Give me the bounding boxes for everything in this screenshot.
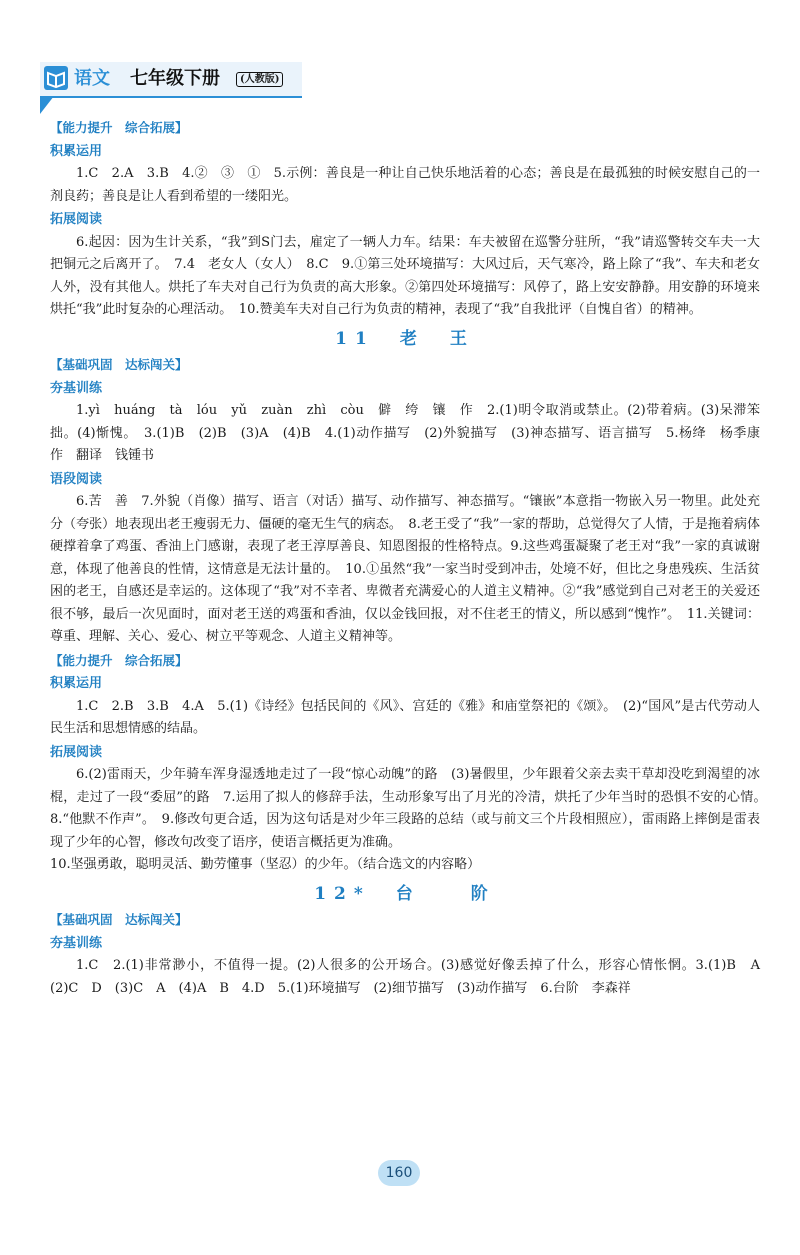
sub-heading: 拓展阅读 — [50, 212, 103, 227]
section-tag: 【能力提升 综合拓展】 — [50, 120, 188, 135]
edition-badge: (人教版) — [236, 72, 283, 87]
page-number: 160 — [378, 1160, 420, 1186]
answer-paragraph: 1.C 2.(1)非常渺小，不值得一提。(2)人很多的公开场合。(3)感觉好像丢掉了什么，形容心情怅惘。3.(1)B A (2)C D (3)C A (4)A B 4.D 5.(1)环境描写 (2)细节描写 (3)动作描写 6.台阶 李森祥 — [50, 958, 774, 996]
lesson-title: 11 老 王 — [335, 328, 475, 349]
answer-paragraph: 10.坚强勇敢，聪明灵活、勤劳懂事（坚忍）的少年。（结合选文的内容略） — [50, 857, 481, 872]
book-icon — [44, 66, 68, 90]
section-tag: 【能力提升 综合拓展】 — [50, 652, 188, 668]
answer-content — [50, 116, 774, 1000]
sub-heading: 语段阅读 — [50, 471, 103, 487]
subject-label: 语文 — [74, 68, 110, 89]
answer-paragraph: 6.(2)雷雨天，少年骑车浑身湿透地走过了一段“惊心动魄”的路 (3)暑假里，少年跟着父亲去卖干草却没吃到渴望的冰棍，走过了一段“委屈”的路 7.运用了拟人的修辞手法，生动形象写出了月光的冷清，烘托了少年当时的恐惧不安的心情。 8.“他默不作声”。 9.修改句更合适，因为这句话是对少年三段路的总结（或与前文三个片段相照应），雷雨路上摔倒是雷表现了少年的心智，修改句改变了语序，使语言概括更为准确。 — [50, 767, 774, 850]
answer-paragraph: 6.起因：因为生计关系，“我”到S门去，雇定了一辆人力车。结果：车夫被留在巡警分驻所，“我”请巡警转交车夫一大把铜元之后离开了。 7.4 老女人（女人） 8.C 9.①第三处环境描写：大风过后，天气寒冷，路上除了“我”、车夫和老女人外，没有其他人。烘托了车夫对自己行为负责的高大形象。②第四处环境描写：风停了，路上安安静静。用安静的环境来烘托“我”此时复杂的心理活动。 10.赞美车夫对自己行为负责的精神，表现了“我”自我批评（自愧自省）的精神。 — [50, 234, 760, 317]
answer-paragraph: 6.苦 善 7.外貌（肖像）描写、语言（对话）描写、动作描写、神态描写。“镶嵌”本意指一物嵌入另一物里。此处充分（夸张）地表现出老王瘦弱无力、僵硬的毫无生气的病态。 8.老王受了“我”一家的帮助，总觉得欠了人情，于是拖着病体硬撑着拿了鸡蛋、香油上门感谢，表现了老王淳厚善良、知恩图报的性格特点。9.这些鸡蛋凝聚了老王对“我”一家的真诚谢意，体现了他善良的性情，这情意是无法计量的。 10.①虽然“我”一家当时受到冲击，处境不好，但比之身患残疾、生活贫困的老王，自感还是幸运的。这体现了“我”对不幸者、卑微者充满爱心的人道主义精神。②“我”感觉到自己对老王的关爱还很不够，最后一次见面时，面对老王送的鸡蛋和香油，仅以金钱回报，对不住老王的情义，所以感到“愧怍”。 11.关键词：尊重、理解、关心、爱心、树立平等观念、人道主义精神等。 — [50, 494, 760, 644]
answer-paragraph: 1.C 2.B 3.B 4.A 5.(1)《诗经》包括民间的《风》、宫廷的《雅》和庙堂祭祀的《颂》。 (2)“国风”是古代劳动人民生活和思想情感的结晶。 — [50, 698, 760, 736]
sub-heading: 夯基训练 — [50, 380, 103, 396]
header-corner-accent — [40, 96, 54, 114]
section-tag: 【基础巩固 达标闯关】 — [50, 912, 188, 927]
sub-heading: 积累运用 — [50, 676, 103, 691]
section-tag: 【基础巩固 达标闯关】 — [50, 357, 188, 372]
sub-heading: 夯基训练 — [50, 935, 103, 951]
answer-paragraph: 1.yì huáng tà lóu yǔ zuàn zhì còu 僻 绔 镶 作 2.(1)明令取消或禁止。(2)带着病。(3)呆滞笨拙。(4)惭愧。 3.(1)B (2)B (3)A (4)B 4.(1)动作描写 (2)外貌描写 (3)神态描写、语言描写 5.杨绛 杨季康 作 翻译 钱锺书 — [50, 403, 774, 463]
answer-paragraph: 1.C 2.A 3.B 4.② ③ ① 5.示例：善良是一种让自己快乐地活着的心态；善良是在最孤独的时候安慰自己的一剂良药；善良是让人看到希望的一缕阳光。 — [50, 166, 760, 204]
lesson-title: 12* 台 阶 — [314, 883, 496, 904]
sub-heading: 积累运用 — [50, 143, 103, 159]
sub-heading: 拓展阅读 — [50, 744, 103, 760]
grade-label: 七年级下册 — [130, 68, 220, 89]
